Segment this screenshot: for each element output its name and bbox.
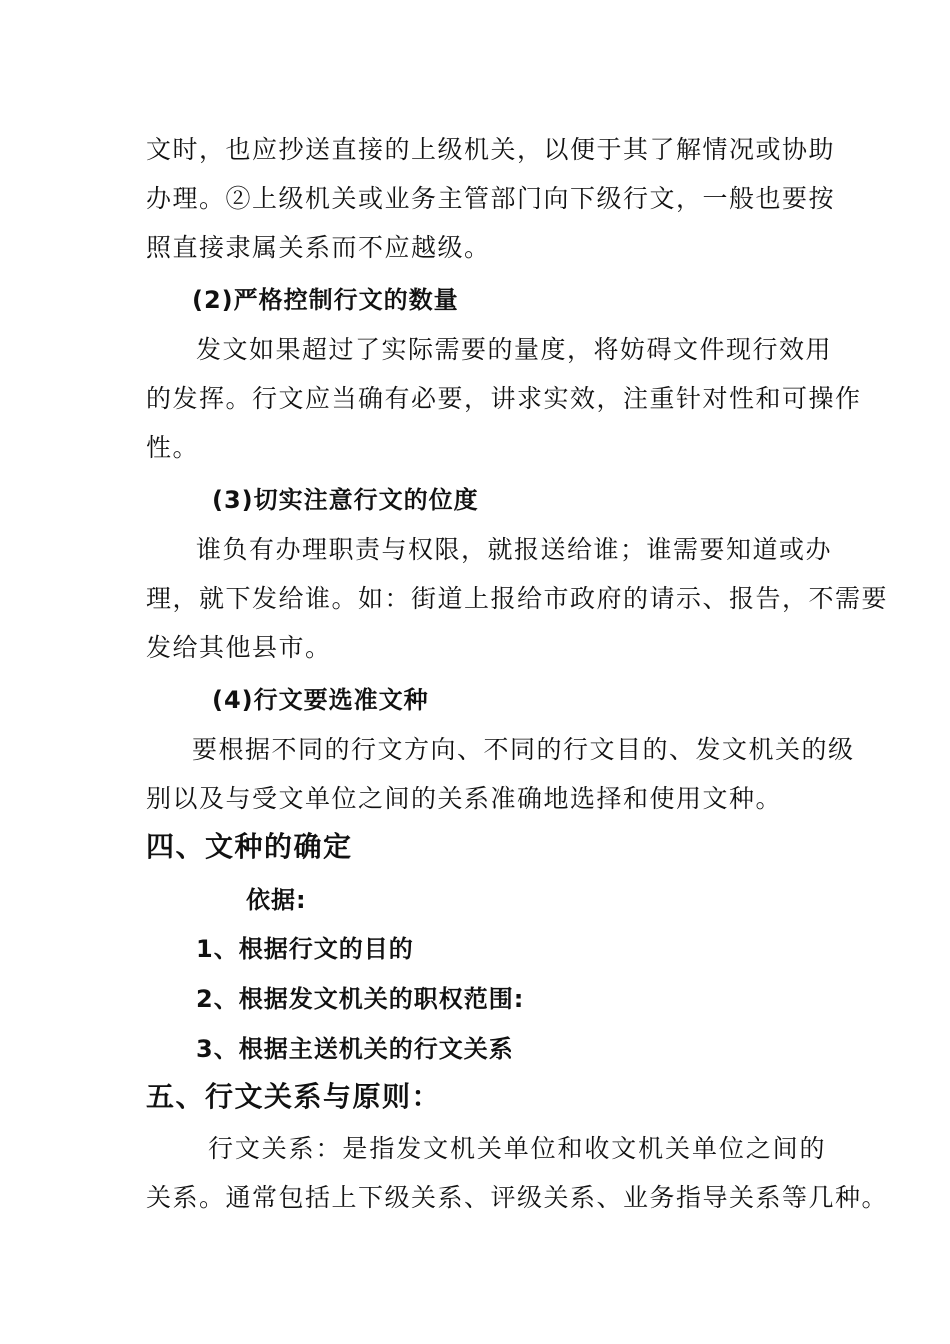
basis-item: 2、根据发文机关的职权范围: [196, 985, 525, 1013]
subsection-heading: (3)切实注意行文的位度 [212, 486, 479, 514]
paragraph-line: 发给其他县市。 [146, 633, 332, 662]
paragraph-line: 理，就下发给谁。如：街道上报给市政府的请示、报告，不需要 [146, 584, 889, 613]
paragraph-line: 谁负有办理职责与权限，就报送给谁；谁需要知道或办 [196, 535, 833, 564]
section-heading: 五、行文关系与原则： [146, 1080, 442, 1113]
basis-item: 3、根据主送机关的行文关系 [196, 1035, 514, 1063]
paragraph-line: 的发挥。行文应当确有必要，讲求实效，注重针对性和可操作 [146, 384, 862, 413]
paragraph-line: 文时，也应抄送直接的上级机关，以便于其了解情况或协助 [146, 135, 836, 164]
section-heading: 四、文种的确定 [146, 830, 353, 863]
paragraph-line: 发文如果超过了实际需要的量度，将妨碍文件现行效用 [196, 335, 833, 364]
paragraph-line: 关系。通常包括上下级关系、评级关系、业务指导关系等几种。 [146, 1183, 889, 1212]
paragraph-line: 要根据不同的行文方向、不同的行文目的、发文机关的级 [192, 735, 855, 764]
basis-label: 依据: [246, 886, 307, 914]
paragraph-line: 性。 [146, 433, 200, 462]
subsection-heading: (2)严格控制行文的数量 [192, 286, 459, 314]
paragraph-line: 行文关系：是指发文机关单位和收文机关单位之间的 [208, 1134, 826, 1163]
subsection-heading: (4)行文要选准文种 [212, 686, 429, 714]
paragraph-line: 办理。②上级机关或业务主管部门向下级行文，一般也要按 [146, 184, 836, 213]
paragraph-line: 照直接隶属关系而不应越级。 [146, 233, 491, 262]
paragraph-line: 别以及与受文单位之间的关系准确地选择和使用文种。 [146, 784, 783, 813]
basis-item: 1、根据行文的目的 [196, 935, 414, 963]
